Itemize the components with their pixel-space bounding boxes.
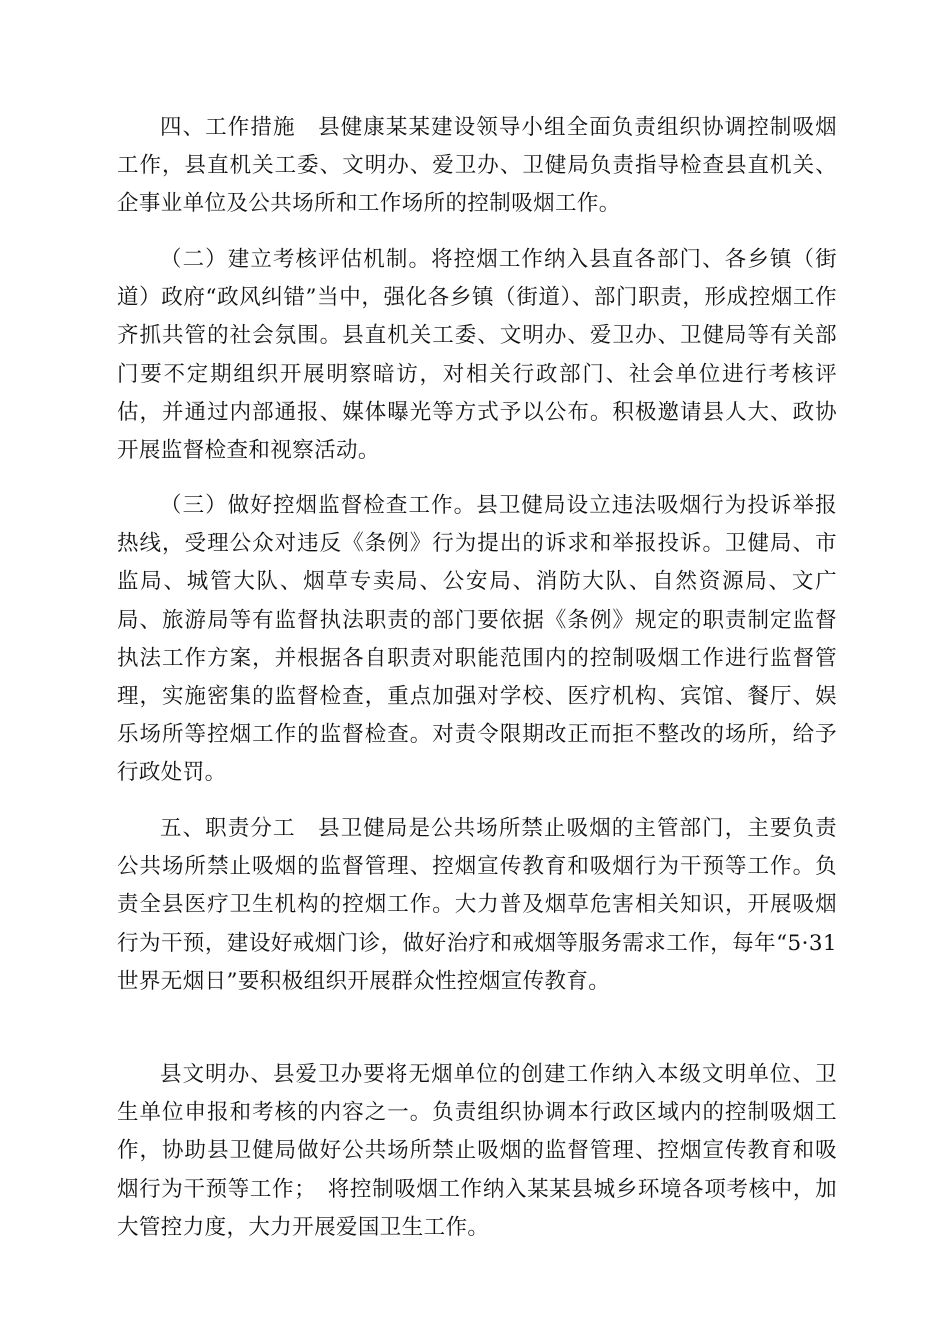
paragraph-supervision-inspection: （三）做好控烟监督检查工作。县卫健局设立违法吸烟行为投诉举报热线，受理公众对违反《条例》行为提出的诉求和举报投诉。卫健局、市监局、城管大队、烟草专卖局、公安局、消防大队、自然资源局、文广局、旅游局等有监督执法职责的部门要依据《条例》规定的职责制定监督执法工作方案，并根据各自职责对职能范围内的控制吸烟工作进行监督管理，实施密集的监督检查，重点加强对学校、医疗机构、宾馆、餐厅、娱乐场所等控烟工作的监督检查。对责令限期改正而拒不整改的场所，给予行政处罚。 — [117, 493, 837, 786]
paragraph-civilization-office: 县文明办、县爱卫办要将无烟单位的创建工作纳入本级文明单位、卫生单位申报和考核的内容之一。负责组织协调本行政区域内的控制吸烟工作，协助县卫健局做好公共场所禁止吸烟的监督管理、控烟宣传教育和吸烟行为干预等工作； 将控制吸烟工作纳入某某县城乡环境各项考核中，加大管控力度，大力开展爱国卫生工作。 — [117, 1062, 837, 1240]
paragraph-division-of-duties: 五、职责分工 县卫健局是公共场所禁止吸烟的主管部门，主要负责公共场所禁止吸烟的监督管理、控烟宣传教育和吸烟行为干预等工作。负责全县医疗卫生机构的控烟工作。大力普及烟草危害相关知识，开展吸烟行为干预，建设好戒烟门诊，做好治疗和戒烟等服务需求工作，每年“5·31世界无烟日”要积极组织开展群众性控烟宣传教育。 — [117, 816, 837, 994]
paragraph-assessment-mechanism: （二）建立考核评估机制。将控烟工作纳入县直各部门、各乡镇（街道）政府“政风纠错”当中，强化各乡镇（街道）、部门职责，形成控烟工作齐抓共管的社会氛围。县直机关工委、文明办、爱卫办、卫健局等有关部门要不定期组织开展明察暗访，对相关行政部门、社会单位进行考核评估，并通过内部通报、媒体曝光等方式予以公布。积极邀请县人大、政协开展监督检查和视察活动。 — [117, 247, 837, 464]
paragraph-work-measures: 四、工作措施 县健康某某建设领导小组全面负责组织协调控制吸烟工作，县直机关工委、文明办、爱卫办、卫健局负责指导检查县直机关、企事业单位及公共场所和工作场所的控制吸烟工作。 — [117, 115, 837, 217]
